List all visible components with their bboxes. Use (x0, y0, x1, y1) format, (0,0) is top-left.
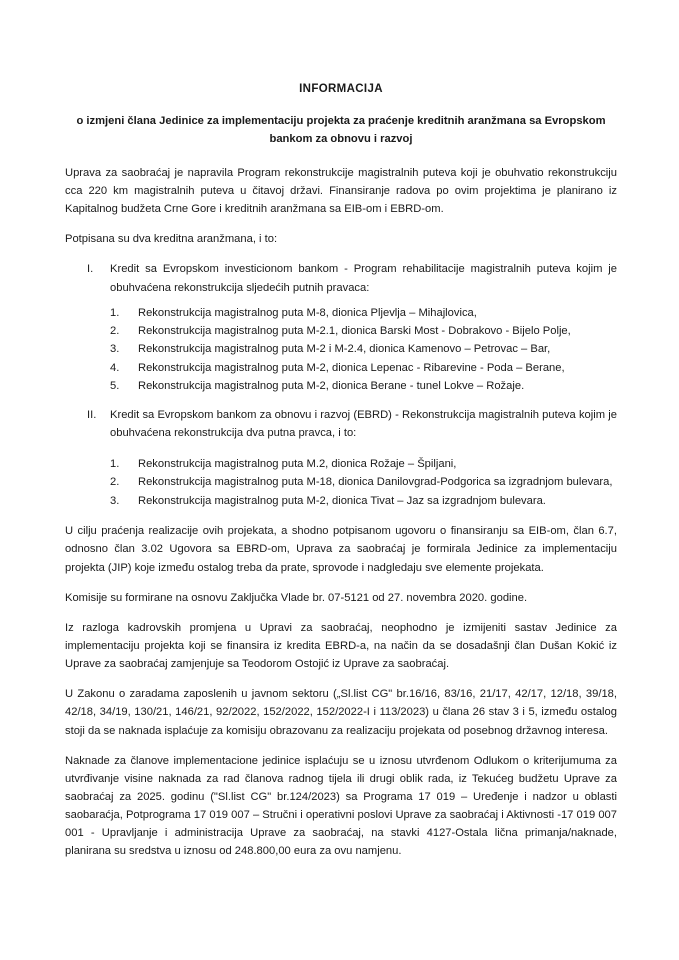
list-item (110, 305, 617, 323)
list-item-text: Rekonstrukcija magistralnog puta M-2, dionica Tivat – Jaz sa izgradnjom bulevara. (138, 495, 546, 508)
paragraph-compensation-budget: Naknade za članove implementacione jedinice isplaćuju se u iznosu utvrđenom Odlukom o kriterijumuma za utvrđivanje visine naknada za rad članova radnog tijela ili drugi oblik rada, iz Tekućeg budžetu Uprave za saobraćaj za 2025. godinu ("Sl.list CG" br.124/2023) sa Programa 17 019 – Uređenje i nadzor u oblasti saobaraćja, Potprograma 17 019 007 – Stručni i operativni poslovi Uprave za saobraćaj i Aktivnosti -17 019 007 001 - Upravljanje i administracija Uprave za saobraćaj, na stavki 4127-Ostala lična primanja/naknade, planirana su sredstva u iznosu od 248.800,00 eura za ovu namjenu. (65, 754, 617, 858)
eib-road-list (110, 305, 617, 397)
list-item-text: Rekonstrukcija magistralnog puta M-2 i M-2.4, dionica Kamenovo – Petrovac – Bar, (138, 343, 551, 356)
list-item-text: Rekonstrukcija magistralnog puta M-2, dionica Lepenac - Ribarevine - Poda – Berane, (138, 361, 565, 374)
list-item (110, 341, 617, 359)
arrangement-item-eib (65, 260, 617, 396)
list-item-marker: 3. (110, 495, 120, 508)
arrangement-marker: II. (87, 409, 97, 422)
arrangement-item-ebrd (65, 406, 617, 511)
paragraph-salary-law: U Zakonu o zaradama zaposlenih u javnom sektoru („Sl.list CG" br.16/16, 83/16, 21/17, 42/17, 12/18, 39/18, 42/18, 34/19, 130/21, 146/21, 92/2022, 152/2022, 152/2022-I i 113/2023) u člana 26 stav 3 i 5, između ostalog stoji da se naknada isplaćuje za komisiju obrazovanu za realizaciju projekata od posebnog državnog interesa. (65, 688, 617, 737)
lead-in-text: Potpisana su dva kreditna aranžmana, i to: (65, 233, 278, 246)
list-item-text: Rekonstrukcija magistralnog puta M.2, dionica Rožaje – Špiljani, (138, 457, 457, 470)
list-item-text: Rekonstrukcija magistralnog puta M-8, dionica Pljevlja – Mihajlovica, (138, 306, 477, 319)
list-item (110, 378, 617, 396)
list-item (110, 323, 617, 341)
arrangement-heading: Kredit sa Evropskom investicionom bankom - Program rehabilitacije magistralnih puteva kojim je obuhvaćena rekonstrukcija sljedećih putnih pravaca: (110, 263, 617, 294)
list-item-text: Rekonstrukcija magistralnog puta M-2.1, dionica Barski Most - Dobrakovo - Bijelo Polje, (138, 325, 571, 338)
paragraph-jip-formation: U cilju praćenja realizacije ovih projekata, a shodno potpisanom ugovoru o finansiranju sa EIB-om, član 6.7, odnosno član 3.02 Ugovora sa EBRD-om, Uprava za saobraćaj je formirala Jedinice za implementaciju projekta (JIP) koje između ostalog treba da prate, sprovode i nadgledaju sve elemente projekata. (65, 525, 617, 574)
arrangements-list (65, 260, 617, 511)
document-subtitle: o izmjeni člana Jedinice za implementaciju projekta za praćenje kreditnih aranžmana sa Evropskom bankom za obnovu i razvoj (76, 114, 606, 145)
list-item (110, 493, 617, 511)
list-item (110, 474, 617, 492)
list-item-marker: 2. (110, 325, 120, 338)
paragraph-staff-change: Iz razloga kadrovskih promjena u Upravi za saobraćaj, neophodno je izmijeniti sastav Jedinice za implementaciju projekta koji se finansira iz kredita EBRD-a, na način da se dosadašnji član Dušan Kokić iz Uprave za saobraćaj zamjenjuje sa Teodorom Ostojić iz Uprave za saobraćaj. (65, 621, 617, 671)
arrangement-marker: I. (87, 263, 94, 276)
list-item-marker: 2. (110, 476, 120, 489)
ebrd-road-list (110, 456, 617, 512)
list-item-text: Rekonstrukcija magistralnog puta M-2, dionica Berane - tunel Lokve – Rožaje. (138, 380, 525, 393)
list-item (110, 456, 617, 474)
list-item-marker: 1. (110, 306, 120, 319)
arrangement-heading: Kredit sa Evropskom bankom za obnovu i razvoj (EBRD) - Rekonstrukcija magistralnih puteva kojim je obuhvaćena rekonstrukcija dva putna pravca, i to: (110, 409, 617, 440)
list-item-marker: 4. (110, 361, 120, 374)
list-item-marker: 1. (110, 457, 120, 470)
list-item-marker: 5. (110, 380, 120, 393)
page-title: INFORMACIJA (299, 83, 383, 95)
list-item-text: Rekonstrukcija magistralnog puta M-18, dionica Danilovgrad-Podgorica sa izgradnjom bulevara, (138, 476, 613, 489)
list-item-marker: 3. (110, 343, 120, 356)
intro-paragraph: Uprava za saobraćaj je napravila Program rekonstrukcije magistralnih puteva koji je obuhvatio rekonstrukciju cca 220 km magistralnih puteva u čitavoj državi. Finansiranje radova po ovim projektima je planirano iz Kapitalnog budžeta Crne Gore i kreditnih aranžmana sa EIB-om i EBRD-om. (65, 166, 617, 216)
paragraph-commission-decision: Komisije su formirane na osnovu Zaključka Vlade br. 07-5121 od 27. novembra 2020. godine. (65, 591, 528, 604)
list-item (110, 360, 617, 378)
